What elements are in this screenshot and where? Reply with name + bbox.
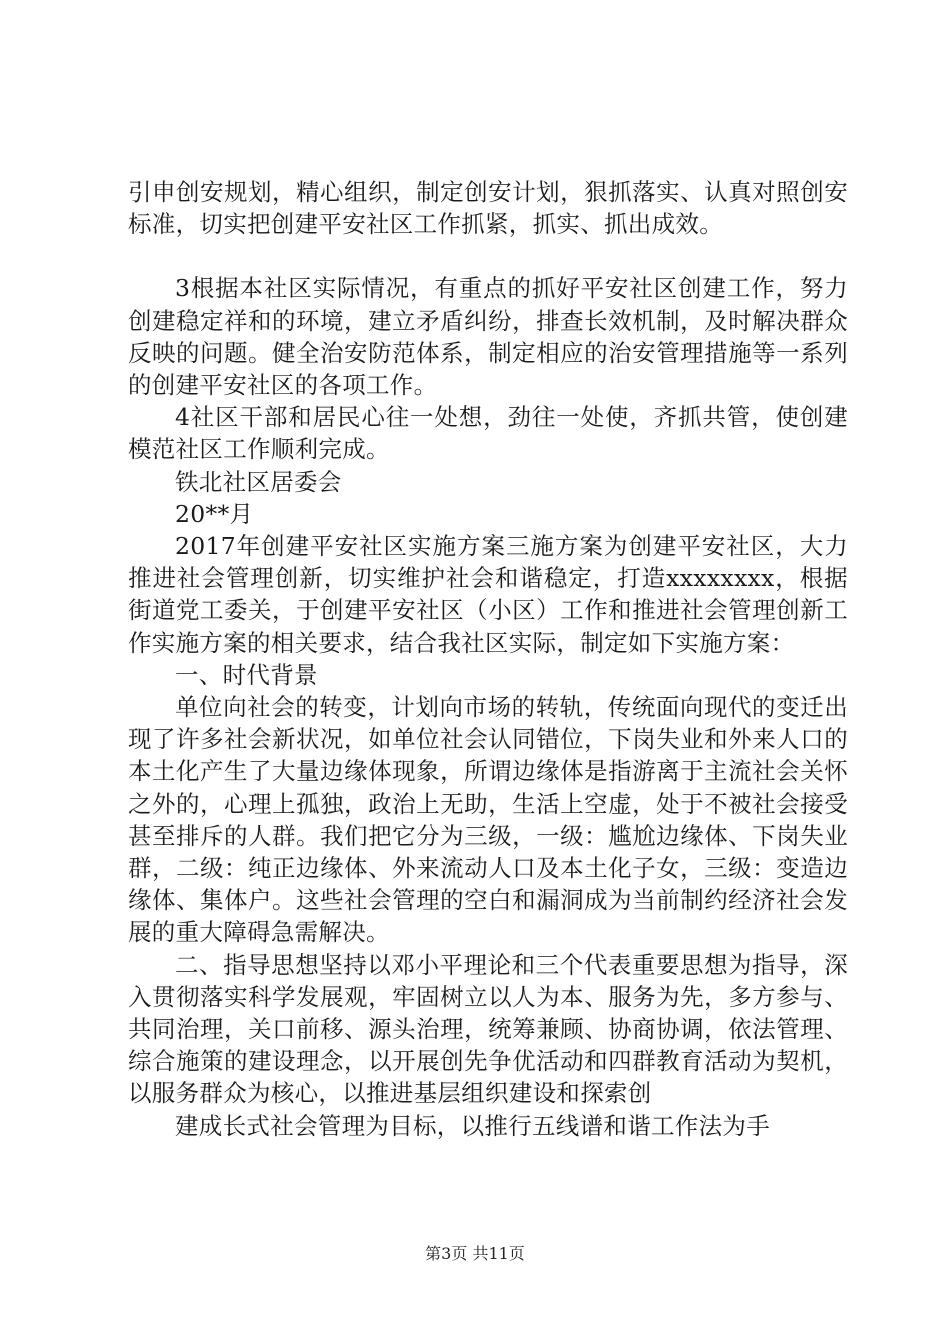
paragraph-plan-intro: 2017年创建平安社区实施方案三施方案为创建平安社区，大力推进社会管理创新，切实维护社会和谐稳定，打造xxxxxxxx，根据街道党工委关，于创建平安社区（小区）工作和推进社会管理创新工作实施方案的相关要求，结合我社区实际，制定如下实施方案： [128, 532, 848, 657]
paragraph-goal: 建成长式社会管理为目标，以推行五线谱和谐工作法为手 [175, 1111, 770, 1140]
page-number: 第3页 共11页 [425, 1244, 525, 1263]
paragraph-continuation: 引申创安规划，精心组织，制定创安计划，狠抓落实、认真对照创安标准，切实把创建平安社区工作抓紧，抓实、抓出成效。 [128, 178, 848, 239]
paragraph-item-4: 4社区干部和居民心往一处想，劲往一处使，齐抓共管，使创建模范社区工作顺利完成。 [128, 403, 848, 464]
signature-date: 20**月 [175, 499, 254, 528]
paragraph-item-3: 3根据本社区实际情况，有重点的抓好平安社区创建工作，努力创建稳定祥和的环境，建立矛盾纠纷，排查长效机制，及时解决群众反映的问题。健全治安防范体系，制定相应的治安管理措施等一系列的创建平安社区的各项工作。 [128, 274, 848, 400]
section-heading-background: 一、时代背景 [175, 660, 318, 689]
paragraph-guiding-ideology: 二、指导思想坚持以邓小平理论和三个代表重要思想为指导，深入贯彻落实科学发展观，牢固树立以人为本、服务为先，多方参与、共同治理，关口前移、源头治理，统筹兼顾、协商协调，依法管理、综合施策的建设理念，以开展创先争优活动和四群教育活动为契机，以服务群众为核心，以推进基层组织建设和探索创 [128, 950, 848, 1108]
paragraph-background: 单位向社会的转变，计划向市场的转轨，传统面向现代的变迁出现了许多社会新状况，如单位社会认同错位，下岗失业和外来人口的本土化产生了大量边缘体现象，所谓边缘体是指游离于主流社会关怀之外的，心理上孤独，政治上无助，生活上空虚，处于不被社会接受甚至排斥的人群。我们把它分为三级，一级：尴尬边缘体、下岗失业群，二级：纯正边缘体、外来流动人口及本土化子女，三级：变造边缘体、集体户。这些社会管理的空白和漏洞成为当前制约经济社会发展的重大障碍急需解决。 [128, 693, 848, 947]
paragraph-gap [128, 240, 848, 272]
signature-organization: 铁北社区居委会 [175, 467, 342, 496]
document-body [128, 176, 848, 1142]
